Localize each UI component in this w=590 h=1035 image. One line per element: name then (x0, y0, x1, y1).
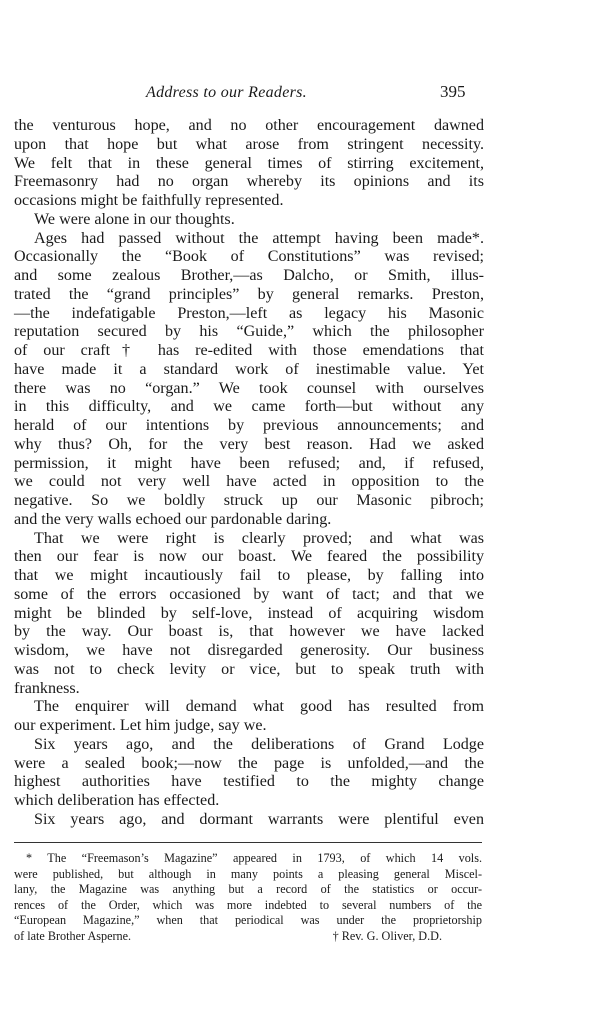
text-line: were a sealed book;—now the page is unfolded,—and the (14, 754, 484, 772)
text-line: we could not very well have acted in opposition to the (14, 473, 484, 491)
text-line: Ages had passed without the attempt having been made*. (34, 229, 484, 247)
text-line: there was no “organ.” We took counsel with ourselves (14, 379, 484, 397)
text-line: negative. So we boldly struck up our Masonic pibroch; (14, 492, 484, 509)
text-line: which deliberation has effected. (14, 792, 220, 809)
footnote-line: were published, but although in many points a pleasing general Miscel- (14, 866, 482, 881)
body-text (14, 117, 484, 830)
footnote-text: of late Brother Asperne. (14, 928, 132, 943)
text-line: the venturous hope, and no other encouragement dawned (14, 117, 484, 134)
text-line: upon that hope but what arose from stringent necessity. (14, 135, 484, 153)
footnote-attribution: † Rev. G. Oliver, D.D. (332, 928, 442, 943)
text-line: That we were right is clearly proved; and what was (34, 529, 484, 547)
text-line: frankness. (14, 679, 80, 697)
text-line: of our craft† has re-edited with those emendations that (14, 342, 484, 359)
text-line: our experiment. Let him judge, say we. (14, 717, 267, 734)
text-line: that we might incautiously fail to please, by falling into (14, 567, 484, 584)
text-line: then our fear is now our boast. We feared the possibility (14, 548, 484, 566)
text-line: highest authorities have testified to the mighty change (14, 773, 484, 791)
page-number: 395 (440, 82, 466, 101)
text-line: by the way. Our boast is, that however we have lacked (14, 623, 484, 641)
text-line: Six years ago, and the deliberations of Grand Lodge (34, 735, 484, 753)
text-line: herald of our intentions by previous announcements; and (14, 417, 484, 434)
text-line: trated the “grand principles” by general remarks. Preston, (14, 285, 484, 303)
text-line: in this difficulty, and we came forth—but without any (14, 398, 484, 416)
footnote-line: lany, the Magazine was anything but a record of the statistics or occur- (14, 882, 482, 897)
text-line: wisdom, we have not disregarded generosity. Our business (14, 642, 484, 659)
footnote-line: “European Magazine,” when that periodical was under the proprietorship (14, 913, 482, 928)
footnote-line: rences of the Order, which was more indebted to several numbers of the (14, 897, 482, 912)
text-line: We were alone in our thoughts. (34, 210, 235, 228)
running-title: Address to our Readers. (146, 84, 307, 101)
text-line: reputation secured by his “Guide,” which the philosopher (14, 323, 484, 341)
text-line: and some zealous Brother,—as Dalcho, or Smith, illus- (14, 267, 484, 284)
footnote-last-line (14, 929, 482, 945)
text-line: might be blinded by self-love, instead of acquiring wisdom (14, 604, 484, 622)
text-line: occasions might be faithfully represented. (14, 192, 284, 209)
text-line: permission, it might have been refused; and, if refused, (14, 454, 484, 472)
text-line: Freemasonry had no organ whereby its opinions and its (14, 173, 484, 191)
footnote-rule (14, 842, 482, 843)
text-line: The enquirer will demand what good has resulted from (34, 698, 484, 716)
text-line: Six years ago, and dormant warrants were plentiful even (34, 810, 484, 828)
text-line: have made it a standard work of inestimable value. Yet (14, 360, 484, 378)
text-line: was not to check levity or vice, but to speak truth with (14, 660, 484, 678)
footnote (14, 851, 482, 945)
text-line: and the very walls echoed our pardonable daring. (14, 510, 332, 528)
text-line: Occasionally the “Book of Constitutions” was revised; (14, 248, 484, 266)
footnote-line: * The “Freemason’s Magazine” appeared in 1793, of which 14 vols. (26, 851, 482, 865)
text-line: why thus? Oh, for the very best reason. Had we asked (14, 435, 484, 453)
text-line: We felt that in these general times of stirring excitement, (14, 154, 484, 172)
text-line: —the indefatigable Preston,—left as legacy his Masonic (14, 304, 484, 322)
running-head (0, 82, 590, 106)
text-line: some of the errors occasioned by want of tact; and that we (14, 585, 484, 603)
